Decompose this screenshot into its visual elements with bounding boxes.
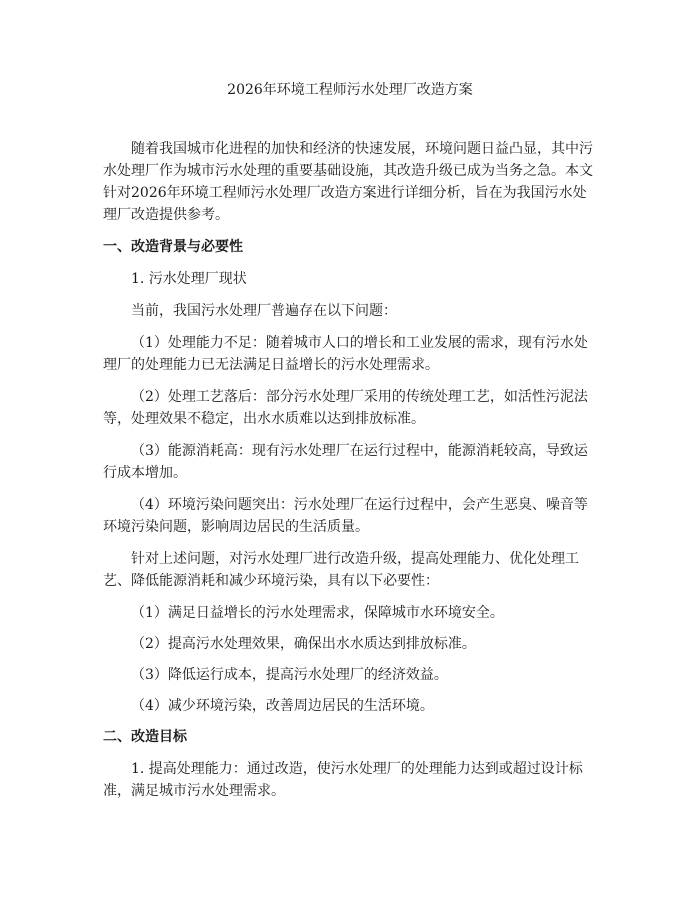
necessity-item-4: （4）减少环境污染，改善周边居民的生活环境。: [131, 698, 434, 714]
goal-item-1: 1. 提高处理能力：通过改造，使污水处理厂的处理能力达到或超过设计标准，满足城市污水处理需求。: [103, 761, 583, 799]
section-1-subheading: 1. 污水处理厂现状: [131, 271, 247, 287]
necessity-lead: 针对上述问题，对污水处理厂进行改造升级，提高处理能力、优化处理工艺、降低能源消耗和减少环境污染，具有以下必要性：: [103, 551, 579, 589]
necessity-item-3: （3）降低运行成本，提高污水处理厂的经济效益。: [131, 667, 448, 683]
problem-item-4: （4）环境污染问题突出：污水处理厂在运行过程中，会产生恶臭、噪音等环境污染问题，影响周边居民的生活质量。: [103, 497, 588, 535]
necessity-item-1: （1）满足日益增长的污水处理需求，保障城市水环境安全。: [131, 605, 504, 621]
necessity-item-2: （2）提高污水处理效果，确保出水水质达到排放标准。: [131, 636, 476, 652]
problem-item-1: （1）处理能力不足：随着城市人口的增长和工业发展的需求，现有污水处理厂的处理能力已无法满足日益增长的污水处理需求。: [103, 335, 588, 373]
document-title: 2026年环境工程师污水处理厂改造方案: [227, 82, 473, 98]
section-1-heading: 一、改造背景与必要性: [103, 239, 243, 255]
problem-item-3: （3）能源消耗高：现有污水处理厂在运行过程中，能源消耗较高，导致运行成本增加。: [103, 443, 588, 481]
section-2-heading: 二、改造目标: [103, 729, 187, 745]
problems-lead: 当前，我国污水处理厂普遍存在以下问题：: [131, 303, 397, 319]
document-body: [103, 138, 598, 812]
problem-item-2: （2）处理工艺落后：部分污水处理厂采用的传统处理工艺，如活性污泥法等，处理效果不稳定，出水水质难以达到排放标准。: [103, 389, 588, 427]
intro-paragraph: 随着我国城市化进程的加快和经济的快速发展，环境问题日益凸显，其中污水处理厂作为城市污水处理的重要基础设施，其改造升级已成为当务之急。本文针对2026年环境工程师污水处理厂改造方案进行详细分析，旨在为我国污水处理厂改造提供参考。: [103, 141, 593, 223]
